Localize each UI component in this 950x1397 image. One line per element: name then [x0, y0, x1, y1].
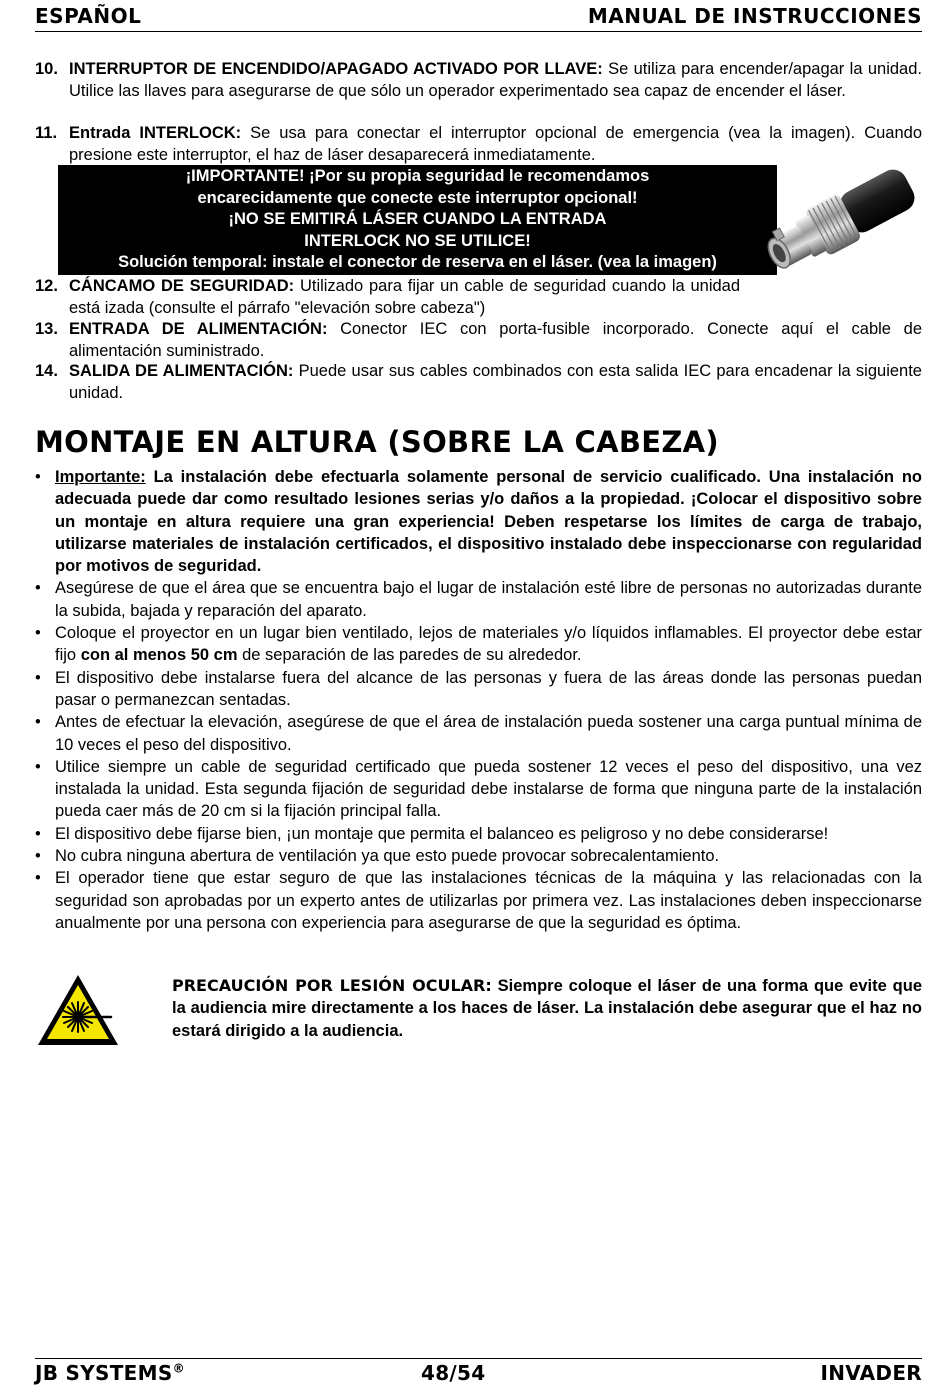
bullet-text: Coloque el proyector en un lugar bien ventilado, lejos de materiales y/o líquidos inflamables. El proyector debe estar fijo — [55, 624, 922, 665]
eye-injury-warning — [172, 975, 922, 1042]
important-line: encarecidamente que conecte este interruptor opcional! — [197, 188, 638, 207]
interlock-connector-image — [754, 152, 924, 297]
list-item: • El dispositivo debe instalarse fuera del alcance de las personas y fuera de las áreas donde las personas puedan pasar o permanezcan sentadas. — [35, 668, 922, 709]
page-header — [35, 2, 922, 30]
list-item: • No cubra ninguna abertura de ventilación ya que esto puede provocar sobrecalentamiento. — [35, 847, 720, 866]
important-line: Solución temporal: instale el conector de reserva en el láser. (vea la imagen) — [118, 253, 717, 272]
list-item: • Antes de efectuar la elevación, asegúrese de que el área de instalación pueda sostener una carga puntual mínima de 10 veces el peso del dispositivo. — [35, 713, 922, 754]
item-text: Utilizado para fijar un cable de seguridad cuando la unidad está izada (consulte el párrafo "elevación sobre cabeza") — [69, 277, 741, 317]
list-item: • Importante: La instalación debe efectuarla solamente personal de servicio cualificado. Una instalación no adecuada puede dar como resultado lesiones serias y/o daños a la propiedad. ¡Colocar el dispositivo sobre un montaje en altura requiere una gran experiencia! Deben respetarse los límites de carga de trabajo, utilizarse materiales de instalación certificados, el dispositivo instalado debe inspeccionarse con regularidad por motivos de seguridad. — [35, 468, 922, 576]
page-footer — [35, 1361, 922, 1389]
list-item: • Coloque el proyector en un lugar bien ventilado, lejos de materiales y/o líquidos inflamables. El proyector debe estar fijo con al menos 50 cm de separación de las paredes de su alrededor. — [35, 624, 922, 665]
footer-rule — [35, 1358, 922, 1359]
bullet-text: La instalación debe efectuarla solamente personal de servicio cualificado. Una instalación no adecuada puede dar como resultado lesiones serias y/o daños a la propiedad. ¡Colocar el dispositivo sobre un montaje en altura requiere una gran experiencia! Deben respetarse los límites de carga de trabajo, utilizarse materiales de instalación certificados, el dispositivo instalado debe inspeccionarse con regularidad por motivos de seguridad. — [55, 468, 922, 576]
laser-warning-icon — [35, 972, 121, 1048]
item-label: Entrada INTERLOCK: — [69, 124, 242, 142]
bullet-text: El operador tiene que estar seguro de que las instalaciones técnicas de la máquina y las relacionadas con la seguridad son aprobadas por un experto antes de utilizarlas por primera vez. Las instalaciones deben inspeccionarse anualmente por una persona con experiencia para asegurarse de que la seguridad es óptima. — [55, 869, 922, 932]
item-label: SALIDA DE ALIMENTACIÓN: — [69, 362, 294, 380]
item-12 — [35, 276, 740, 319]
bullet-text: Utilice siempre un cable de seguridad certificado que pueda sostener 12 veces el peso del dispositivo, una vez instalada la unidad. Esta segunda fijación de seguridad debe instalarse de forma que ninguna parte de la instalación pueda caer más de 20 cm si la fijación principal falla. — [55, 757, 922, 821]
item-13 — [35, 319, 922, 362]
bullet-bold: con al menos 50 cm — [80, 646, 238, 665]
bullet-text: de separación de las paredes de su alrededor. — [237, 646, 582, 665]
item-label: INTERRUPTOR DE ENCENDIDO/APAGADO ACTIVADO POR LLAVE: — [69, 60, 603, 78]
item-number: 14. — [35, 362, 58, 380]
item-text: Puede usar sus cables combinados con esta salida IEC para encadenar la siguiente unidad. — [69, 362, 922, 402]
item-label: ENTRADA DE ALIMENTACIÓN: — [69, 320, 328, 338]
manual-page — [35, 0, 922, 1397]
bullet-text: Asegúrese de que el área que se encuentra bajo el lugar de instalación esté libre de personas no autorizadas durante la subida, bajada y reparación del aparato. — [55, 579, 922, 620]
important-line: INTERLOCK NO SE UTILICE! — [304, 231, 531, 250]
installation-bullets — [35, 466, 922, 934]
header-language: ESPAÑOL — [35, 4, 142, 28]
item-number: 12. — [35, 277, 58, 295]
item-number: 11. — [35, 124, 58, 142]
important-label: Importante: — [55, 468, 146, 486]
bullet-text: Antes de efectuar la elevación, asegúrese de que el área de instalación pueda sostener una carga puntual mínima de 10 veces el peso del dispositivo. — [55, 713, 922, 754]
page-number: 48/54 — [421, 1361, 486, 1385]
item-text: Se usa para conectar el interruptor opcional de emergencia (vea la imagen). Cuando presione este interruptor, el haz de láser desaparecerá inmediatamente. — [69, 124, 922, 164]
item-text: Conector IEC con porta-fusible incorporado. Conecte aquí el cable de alimentación suministrado. — [69, 320, 922, 360]
registered-mark: ® — [172, 1361, 185, 1376]
item-14 — [35, 361, 922, 404]
bullet-text: El dispositivo debe instalarse fuera del alcance de las personas y fuera de las áreas donde las personas puedan pasar o permanezcan sentadas. — [55, 668, 922, 709]
item-label: CÁNCAMO DE SEGURIDAD: — [69, 277, 295, 295]
item-text: Se utiliza para encender/apagar la unidad. Utilice las llaves para asegurarse de que sólo un operador experimentado sea capaz de encender el láser. — [69, 60, 922, 100]
item-number: 10. — [35, 60, 58, 78]
footer-brand: JB SYSTEMS — [35, 1361, 173, 1385]
bullet-text: El dispositivo debe fijarse bien, ¡un montaje que permita el balanceo es peligroso y no debe considerarse! — [55, 824, 829, 843]
list-item: • Utilice siempre un cable de seguridad certificado que pueda sostener 12 veces el peso del dispositivo, una vez instalada la unidad. Esta segunda fijación de seguridad debe instalarse de forma que ninguna parte de la instalación pueda caer más de 20 cm si la fijación principal falla. — [35, 757, 922, 821]
important-notice-box — [58, 165, 777, 275]
warning-heading: PRECAUCIÓN POR LESIÓN OCULAR: — [172, 976, 492, 995]
section-title: MONTAJE EN ALTURA (SOBRE LA CABEZA) — [35, 425, 719, 459]
list-item: • Asegúrese de que el área que se encuentra bajo el lugar de instalación esté libre de personas no autorizadas durante la subida, bajada y reparación del aparato. — [35, 579, 922, 620]
item-10 — [35, 59, 922, 102]
important-line: ¡NO SE EMITIRÁ LÁSER CUANDO LA ENTRADA — [228, 210, 607, 229]
warning-text: Siempre coloque el láser de una forma que evite que la audiencia mire directamente a los haces de láser. La instalación debe asegurar que el haz no estará dirigido a la audiencia. — [172, 977, 922, 1040]
item-number: 13. — [35, 320, 58, 338]
list-item: • El dispositivo debe fijarse bien, ¡un montaje que permita el balanceo es peligroso y no debe considerarse! — [35, 824, 829, 843]
important-line: ¡IMPORTANTE! ¡Por su propia seguridad le recomendamos — [185, 167, 650, 185]
header-doc-title: MANUAL DE INSTRUCCIONES — [587, 4, 922, 28]
bullet-text: No cubra ninguna abertura de ventilación ya que esto puede provocar sobrecalentamiento. — [55, 847, 720, 866]
header-rule — [35, 31, 922, 32]
list-item: • El operador tiene que estar seguro de que las instalaciones técnicas de la máquina y las relacionadas con la seguridad son aprobadas por un experto antes de utilizarlas por primera vez. Las instalaciones deben inspeccionarse anualmente por una persona con experiencia para asegurarse de que la seguridad es óptima. — [35, 869, 922, 932]
footer-product: INVADER — [820, 1361, 922, 1385]
